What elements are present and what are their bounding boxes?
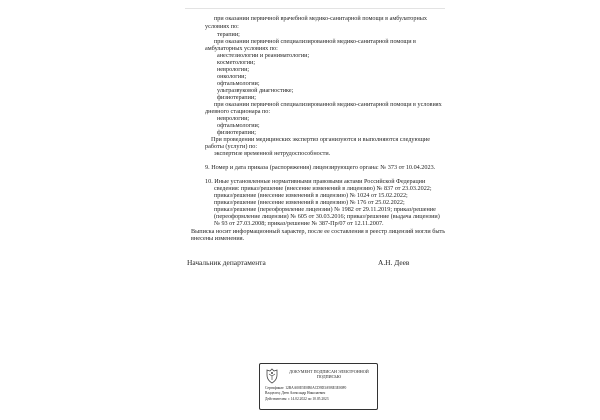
stamp-certificate: Сертификат: 12BAA00E5E0B0ACD9D3A9BE3E00F0 [265, 386, 347, 390]
text-line: работы (услуги) по: [205, 143, 258, 150]
text-line: сведения: приказ/решение (внесение изменений в лицензию) № 837 от 23.03.2022; [214, 185, 432, 192]
text-line: экспертизе временной нетрудоспособности. [214, 150, 331, 157]
stamp-title: ДОКУМЕНТ ПОДПИСАН ЭЛЕКТРОННОЙ ПОДПИСЬЮ [289, 369, 369, 379]
text-line: приказ/решение (переоформление лицензии) № 1982 от 29.11.2019; приказ/решение [214, 206, 436, 213]
text-line: условиях по: [205, 23, 239, 30]
text-line: при оказании первичной врачебной медико-санитарной помощи в амбулаторных [214, 15, 428, 22]
text-line: приказ/решение (внесение изменений в лицензию) № 1024 от 15.02.2022; [214, 192, 408, 199]
text-line: косметологии; [217, 59, 256, 66]
stamp-validity: Действителен: с 14.02.2022 по 10.05.2023 [265, 396, 329, 401]
top-rule [185, 8, 445, 9]
text-line: неврологии; [217, 115, 250, 122]
text-line: офтальмологии; [217, 80, 260, 87]
text-line: (переоформление лицензии) № 605 от 30.03.2016; приказ/решение (выдача лицензии) [214, 213, 440, 220]
text-line: физиотерапии; [217, 129, 256, 136]
text-line: терапии; [217, 31, 240, 38]
signer-position: Начальник департамента [187, 258, 266, 267]
electronic-signature-stamp [259, 363, 378, 410]
text-line: № 93 от 27.03.2008; приказ/решение № 387-Пр/07 от 12.11.2007. [214, 220, 384, 227]
text-line: при оказании первичной специализированной медико-санитарной помощи в условиях [214, 101, 442, 108]
text-line: амбулаторных условиях по: [205, 45, 278, 52]
text-line: При проведении медицинских экспертиз организуются и выполняются следующие [211, 136, 430, 143]
text-line: физиотерапии; [217, 94, 256, 101]
text-line: офтальмологии; [217, 122, 260, 129]
text-line: 10. Иные установленные нормативными правовыми актами Российской Федерации [205, 178, 426, 185]
notice-line: Выписка носит информационный характер, после ее составления в реестр лицензий могли быть [191, 228, 446, 235]
text-line: онкологии; [217, 73, 247, 80]
signer-name: А.Н. Деев [378, 258, 410, 267]
stamp-owner: Владелец: Деев Александр Николаевич [265, 391, 326, 396]
coat-of-arms-icon [265, 368, 279, 384]
text-line: неврологии; [217, 66, 250, 73]
text-line: приказ/решение (внесение изменений в лицензию) № 176 от 25.02.2022; [214, 199, 405, 206]
text-line: при оказании первичной специализированной медико-санитарной помощи в [214, 38, 416, 45]
order-number-line: 9. Номер и дата приказа (распоряжения) лицензирующего органа: № 373 от 10.04.2023. [205, 164, 436, 171]
text-line: дневного стационара по: [205, 108, 271, 115]
text-line: анестезиологии и реаниматологии; [217, 52, 310, 59]
notice-line: внесены изменения. [191, 235, 245, 242]
text-line: ультразвуковой диагностике; [217, 87, 294, 94]
